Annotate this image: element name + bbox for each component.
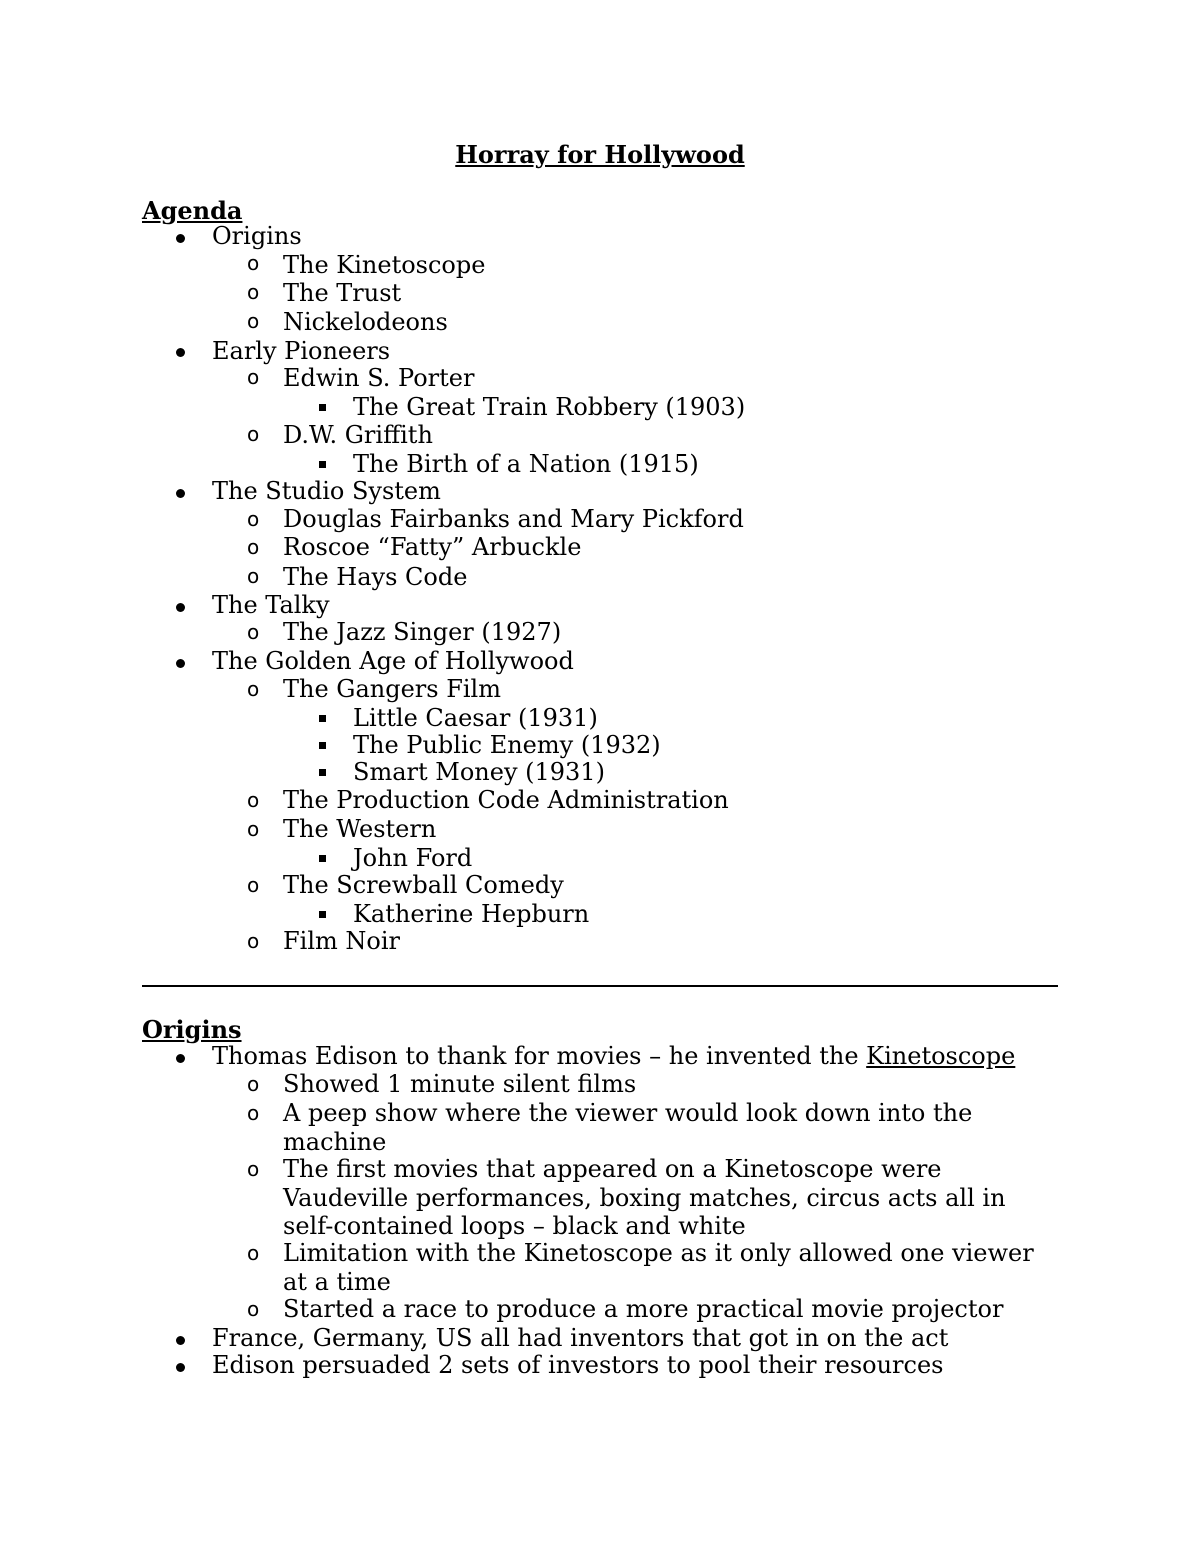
list-item: Nickelodeons bbox=[283, 308, 448, 336]
list-item: Douglas Fairbanks and Mary Pickford bbox=[283, 505, 744, 533]
bullet-circle-icon: o bbox=[247, 677, 260, 701]
list-item: Edison persuaded 2 sets of investors to pool their resources bbox=[212, 1351, 944, 1379]
bullet-circle-icon: o bbox=[247, 422, 260, 446]
bullet-disc-icon bbox=[176, 1336, 185, 1345]
bullet-circle-icon: o bbox=[247, 1297, 260, 1321]
origins-heading: Origins bbox=[142, 1015, 242, 1044]
bullet-disc-icon bbox=[176, 603, 185, 612]
bullet-disc-icon bbox=[176, 1054, 185, 1063]
agenda-heading: Agenda bbox=[142, 196, 243, 225]
list-item: Film Noir bbox=[283, 927, 400, 955]
list-item: The Production Code Administration bbox=[283, 786, 729, 814]
list-item bbox=[212, 1042, 1015, 1071]
bullet-circle-icon: o bbox=[247, 309, 260, 333]
bullet-circle-icon: o bbox=[247, 817, 260, 841]
bullet-square-icon bbox=[319, 855, 326, 862]
list-item: The Gangers Film bbox=[283, 675, 501, 703]
bullet-square-icon bbox=[319, 769, 326, 776]
list-item: A peep show where the viewer would look down into the machine bbox=[283, 1099, 973, 1156]
bullet-circle-icon: o bbox=[247, 873, 260, 897]
bullet-circle-icon: o bbox=[247, 507, 260, 531]
bullet-circle-icon: o bbox=[247, 1101, 260, 1125]
list-item: Early Pioneers bbox=[212, 337, 391, 365]
bullet-circle-icon: o bbox=[247, 1241, 260, 1265]
list-item: Origins bbox=[212, 222, 302, 250]
list-item: The Trust bbox=[283, 279, 402, 307]
list-item: The Western bbox=[283, 815, 437, 843]
horizontal-divider bbox=[142, 985, 1058, 987]
document-title: Horray for Hollywood bbox=[455, 140, 745, 169]
list-item: The Great Train Robbery (1903) bbox=[353, 393, 746, 421]
list-item: Edwin S. Porter bbox=[283, 364, 475, 392]
list-item: Started a race to produce a more practical movie projector bbox=[283, 1295, 1004, 1323]
list-item: The first movies that appeared on a Kinetoscope were Vaudeville performances, boxing matches, circus acts all in self-contained loops – black and white bbox=[283, 1155, 1006, 1240]
list-item: Little Caesar (1931) bbox=[353, 704, 598, 732]
list-item: The Studio System bbox=[212, 477, 441, 505]
kinetoscope-term: Kinetoscope bbox=[866, 1042, 1016, 1070]
list-item: Katherine Hepburn bbox=[353, 900, 590, 928]
bullet-square-icon bbox=[319, 404, 326, 411]
list-item: The Jazz Singer (1927) bbox=[283, 618, 562, 646]
list-item: John Ford bbox=[353, 844, 473, 872]
bullet-square-icon bbox=[319, 911, 326, 918]
list-item: The Hays Code bbox=[283, 563, 468, 591]
bullet-circle-icon: o bbox=[247, 365, 260, 389]
bullet-disc-icon bbox=[176, 1363, 185, 1372]
list-item: The Kinetoscope bbox=[283, 251, 486, 279]
list-item: The Public Enemy (1932) bbox=[353, 731, 661, 759]
bullet-disc-icon bbox=[176, 489, 185, 498]
list-item: The Talky bbox=[212, 591, 330, 619]
list-item: D.W. Griffith bbox=[283, 421, 433, 449]
bullet-circle-icon: o bbox=[247, 564, 260, 588]
bullet-circle-icon: o bbox=[247, 251, 260, 275]
bullet-square-icon bbox=[319, 742, 326, 749]
bullet-circle-icon: o bbox=[247, 1157, 260, 1181]
bullet-square-icon bbox=[319, 461, 326, 468]
bullet-circle-icon: o bbox=[247, 535, 260, 559]
list-item: France, Germany, US all had inventors that got in on the act bbox=[212, 1324, 949, 1352]
list-item: The Screwball Comedy bbox=[283, 871, 564, 899]
bullet-disc-icon bbox=[176, 234, 185, 243]
list-item: Showed 1 minute silent films bbox=[283, 1070, 637, 1098]
list-item: The Golden Age of Hollywood bbox=[212, 647, 574, 675]
list-item: The Birth of a Nation (1915) bbox=[353, 450, 699, 478]
bullet-circle-icon: o bbox=[247, 1072, 260, 1096]
bullet-circle-icon: o bbox=[247, 280, 260, 304]
bullet-disc-icon bbox=[176, 659, 185, 668]
bullet-circle-icon: o bbox=[247, 929, 260, 953]
list-item: Limitation with the Kinetoscope as it only allowed one viewer at a time bbox=[283, 1239, 1034, 1296]
bullet-circle-icon: o bbox=[247, 620, 260, 644]
bullet-disc-icon bbox=[176, 348, 185, 357]
bullet-square-icon bbox=[319, 715, 326, 722]
list-item: Roscoe “Fatty” Arbuckle bbox=[283, 533, 582, 561]
edison-text: Thomas Edison to thank for movies – he invented the bbox=[212, 1042, 867, 1070]
bullet-circle-icon: o bbox=[247, 788, 260, 812]
list-item: Smart Money (1931) bbox=[353, 758, 605, 786]
